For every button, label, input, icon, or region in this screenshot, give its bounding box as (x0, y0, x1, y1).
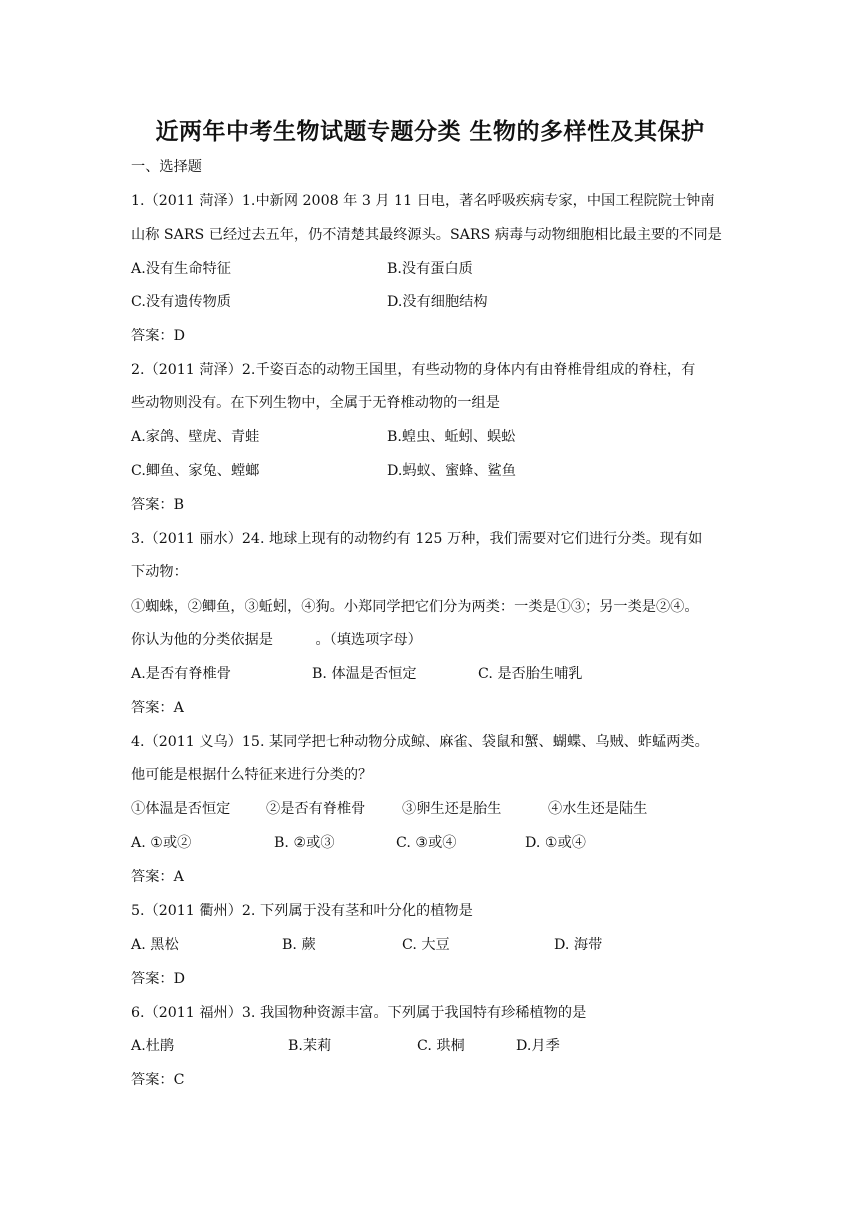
question-5-option-d: D. 海带 (554, 937, 603, 953)
document-title: 近两年中考生物试题专题分类 生物的多样性及其保护 (155, 118, 705, 145)
question-4-statement-3: ③卵生还是胎生 (402, 801, 502, 817)
question-1-option-a: A.没有生命特征 (131, 261, 231, 277)
question-3-option-a: A.是否有脊椎骨 (131, 666, 231, 682)
question-6-option-d: D.月季 (516, 1038, 560, 1054)
question-4-statement-4: ④水生还是陆生 (548, 801, 648, 817)
question-6-option-b: B.茉莉 (288, 1038, 332, 1054)
question-3-option-b: B. 体温是否恒定 (312, 666, 417, 682)
question-2-option-d: D.蚂蚁、蜜蜂、鲨鱼 (387, 463, 516, 479)
question-2-text-line-1: 2.（2011 菏泽）2.千姿百态的动物王国里，有些动物的身体内有由脊椎骨组成的脊柱，有 (131, 362, 696, 378)
question-5-option-a: A. 黑松 (131, 937, 179, 953)
question-1-option-b: B.没有蛋白质 (387, 261, 473, 277)
question-2-option-a: A.家鸽、壁虎、青蛙 (131, 429, 260, 445)
question-4-answer: 答案：A (131, 869, 184, 885)
question-3-text-line-3: ①蜘蛛，②鲫鱼，③蚯蚓，④狗。小郑同学把它们分为两类：一类是①③；另一类是②④。 (131, 599, 699, 615)
question-2-answer: 答案：B (131, 497, 184, 513)
question-4-option-d: D. ①或④ (525, 835, 586, 851)
question-4-statement-2: ②是否有脊椎骨 (266, 801, 366, 817)
question-3-text-line-2: 下动物： (131, 564, 188, 580)
question-1-text-line-2: 山称 SARS 已经过去五年，仍不清楚其最终源头。SARS 病毒与动物细胞相比最主要的不同是 (131, 227, 722, 243)
question-6-answer: 答案：C (131, 1072, 185, 1088)
question-3-text-line-4: 你认为他的分类依据是 。（填选项字母） (131, 632, 422, 648)
question-5-answer: 答案：D (131, 971, 185, 987)
question-6-option-a: A.杜鹃 (131, 1038, 175, 1054)
question-4-option-a: A. ①或② (131, 835, 192, 851)
question-5-text-line-1: 5.（2011 衢州）2. 下列属于没有茎和叶分化的植物是 (131, 903, 473, 919)
question-1-text-line-1: 1.（2011 菏泽）1.中新网 2008 年 3 月 11 日电，著名呼吸疾病专家，中国工程院院士钟南 (131, 193, 715, 209)
question-4-text-line-1: 4.（2011 义乌）15. 某同学把七种动物分成鲸、麻雀、袋鼠和蟹、蝴蝶、乌贼、蚱蜢两类。 (131, 734, 709, 750)
question-1-option-d: D.没有细胞结构 (387, 294, 488, 310)
question-4-option-b: B. ②或③ (274, 835, 335, 851)
question-2-option-b: B.蝗虫、蚯蚓、蜈蚣 (387, 429, 516, 445)
question-2-text-line-2: 些动物则没有。在下列生物中，全属于无脊椎动物的一组是 (131, 395, 500, 411)
question-1-answer: 答案：D (131, 328, 185, 344)
question-6-text-line-1: 6.（2011 福州）3. 我国物种资源丰富。下列属于我国特有珍稀植物的是 (131, 1005, 587, 1021)
question-3-option-c: C. 是否胎生哺乳 (478, 666, 583, 682)
question-6-option-c: C. 珙桐 (417, 1038, 465, 1054)
question-1-option-c: C.没有遗传物质 (131, 294, 231, 310)
section-heading: 一、选择题 (131, 159, 202, 175)
question-5-option-c: C. 大豆 (402, 937, 450, 953)
question-3-text-line-1: 3.（2011 丽水）24. 地球上现有的动物约有 125 万种，我们需要对它们进行分类。现有如 (131, 531, 703, 547)
question-4-text-line-2: 他可能是根据什么特征来进行分类的？ (131, 767, 373, 783)
question-4-statement-1: ①体温是否恒定 (131, 801, 231, 817)
question-4-option-c: C. ③或④ (396, 835, 457, 851)
question-3-answer: 答案：A (131, 700, 184, 716)
question-5-option-b: B. 蕨 (282, 937, 316, 953)
question-2-option-c: C.鲫鱼、家兔、螳螂 (131, 463, 260, 479)
